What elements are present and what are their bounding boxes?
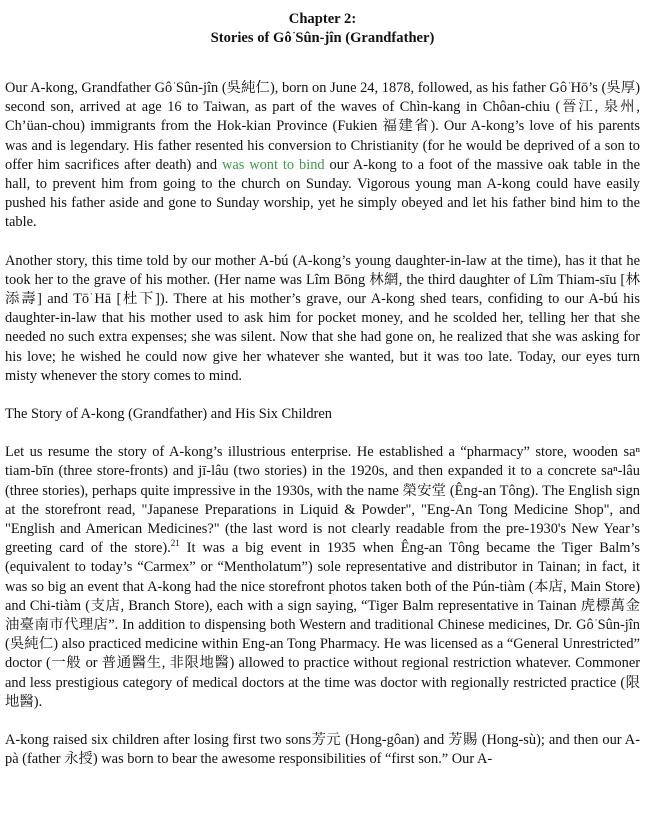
paragraph-pharmacy [5,443,640,712]
footnote-marker[interactable]: 21 [170,538,180,549]
paragraph-pharmacy-start: Let us resume the story of A-kong’s illustrious enterprise. He established a “pharmacy” store, wooden saⁿ tiam-bīn (three store-fronts) and jī-lâu (two stories) in the 1920s, and then expanded it to a concrete saⁿ-lâu (three stories), perhaps quite impressive in the 1930s, with the name 榮安堂 (Êng-an Tông). The English sign at the storefront read, "Japanese Preparations in Liquid & Powder", "Eng-An Tong Medicine Shop", and "English and American Medicines?" (the last word is not clearly readable from the pre-1930's New Year’s greeting card of the store). [5,444,640,557]
section-heading: The Story of A-kong (Grandfather) and His Six Children [5,406,332,423]
chapter-number: Chapter 2: [288,11,357,27]
chapter-heading [5,10,640,48]
paragraph-grave-story: Another story, this time told by our mother A-bú (A-kong’s young daughter-in-law at the time), has it that he took her to the grave of his mother. (Her name was Lîm Bōng 林網, the third daughter of Lîm Thiam-sīu [林添壽] and Tō͘ Hā [杜下]). There at his mother’s grave, our A-kong shed tears, confiding to our A-bú his daughter-in-law that his mother used to ask him for pocket money, and he scolded her, telling her that she needed no such extra expenses; she was silent. Now that she had gone on, he realized that she was asking for his love; he wished he could now give her whatever she wanted, but it was too late. Today, our eyes turn misty whenever the story comes to mind. [5,252,640,384]
paragraph-binding-story [5,79,640,233]
chapter-title: Stories of Gô͘ Sûn-jîn (Grandfather) [210,30,435,46]
paragraph-binding-story-start: Our A-kong, Grandfather Gô͘ Sûn-jîn (吳純仁), born on June 24, 1878, followed, as his father Gô͘ Hō͘’s (吳厚) second son, arrived at age 16 to Taiwan, as part of the waves of Chìn-kang in Chôan-chiu (晉江, 泉州, Ch’üan-chou) immigrants from the Hok-kian Province (Fukien 福建省). Our A-kong’s love of his parents was and is legendary. His father resented his conversion to Christianity (for he would be deprived of a son to offer him sacrifices after death) and [5,80,640,173]
paragraph-binding-story-end: our A-kong to a foot of the massive oak table in the hall, to prevent him from going to the church on Sunday. Vigorous young man A-kong could have easily pushed his father aside and gone to Sunday worship, yet he simply obeyed and let his father bind him to the table. [5,156,640,231]
highlighted-phrase: was wont to bind [221,156,325,173]
paragraph-pharmacy-end: It was a big event in 1935 when Êng-an Tông became the Tiger Balm’s (equivalent to today’s “Carmex” or “Mentholatum”) sole representative and distributor in Tainan; in fact, it was so big an event that A-kong had the nice storefront photos taken both of the Pún-tiàm (本店, Main Store) and Chi-tiàm (支店, Branch Store), each with a sign saying, “Tiger Balm representative in Tainan 虎標萬金油臺南市代理店”. In addition to dispensing both Western and traditional Chinese medicines, Dr. Gô͘ Sûn-jîn (吳純仁) also practiced medicine within Eng-an Tong Pharmacy. He was licensed as a “General Unrestricted” doctor (一般 or 普通醫生, 非限地醫) allowed to practice without regional restriction whatever. Commoner and less prestigious category of medical doctors at the time was doctor with regionally restricted practice (限地醫). [5,540,640,710]
paragraph-six-children: A-kong raised six children after losing first two sons芳元 (Hong-gôan) and 芳賜 (Hong-sù); and then our A-pà (father 永授) was born to bear the awesome responsibilities of “first son.” Our A- [5,732,640,768]
